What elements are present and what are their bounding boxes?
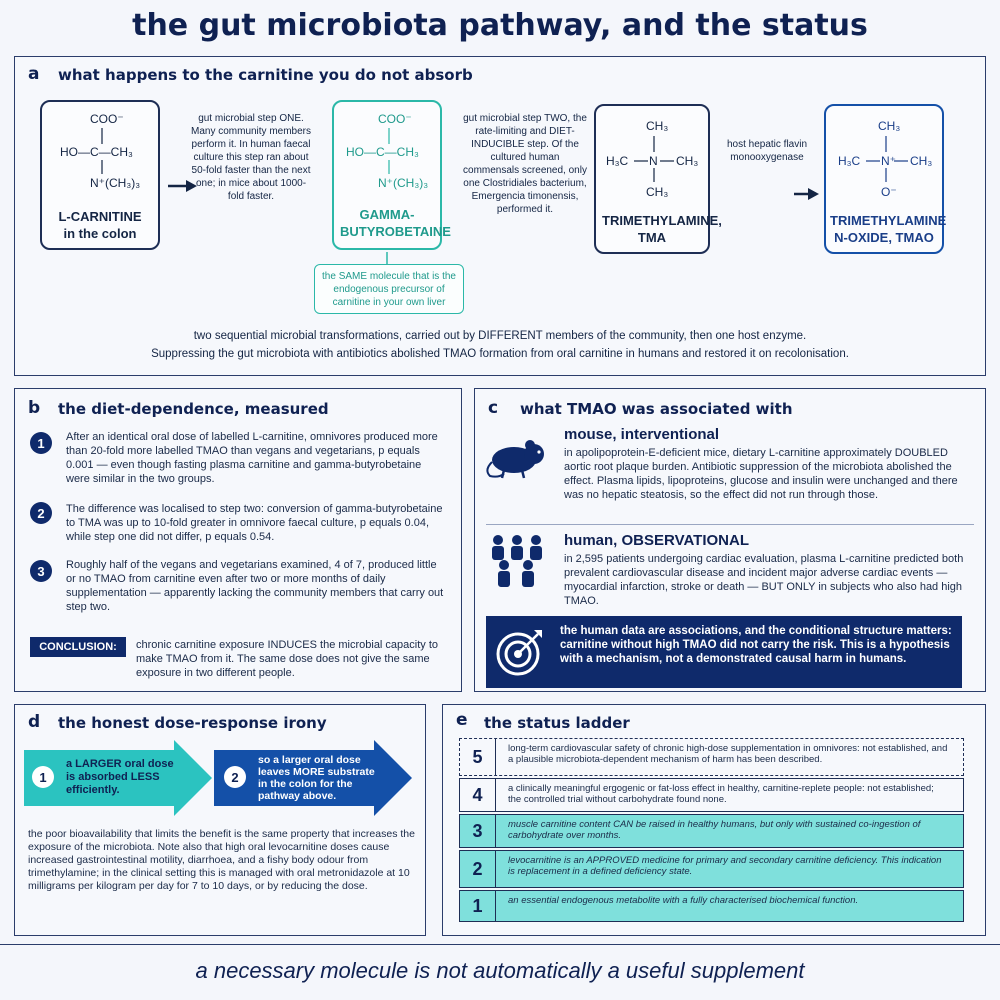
ladder-rung-5-text: long-term cardiovascular safety of chronic high-dose supplementation in omnivores: not established, and a plausible microbiota-dependent mechanism of harm has been described. [508, 743, 948, 765]
svg-text:CH₃: CH₃ [910, 154, 933, 168]
ladder-rung-2-text: levocarnitine is an APPROVED medicine for primary and secondary carnitine deficiency. This indication is replacement in a defined deficiency state. [508, 855, 942, 877]
mouse-icon [484, 434, 552, 480]
ladder-rung-2-number: 2 [460, 851, 496, 887]
human-title: human, OBSERVATIONAL [564, 532, 750, 549]
panel-b-item-3: Roughly half of the vegans and vegetarians examined, 4 of 7, produced little or no TMAO from carnitine even after two or more months of daily supplementation — apparently lacking the community members that carry out step two. [66, 559, 444, 613]
ladder-rung-1-text: an essential endogenous metabolite with a fully characterised biochemical function. [508, 895, 859, 906]
panel-c-divider [486, 524, 974, 525]
ladder-rung-4-number: 4 [460, 779, 496, 811]
svg-text:CH₃: CH₃ [878, 119, 901, 133]
ladder-rung-1-number: 1 [460, 891, 496, 921]
gbb-amine: N⁺(CH₃)₃ [378, 176, 429, 190]
panel-e-label: e [456, 710, 468, 730]
panel-d [14, 704, 426, 936]
panel-a-heading: what happens to the carnitine you do not absorb [58, 66, 473, 84]
arrow-1-number: 1 [32, 766, 54, 788]
conclusion-badge: CONCLUSION: [30, 637, 126, 657]
tmao-name: TRIMETHYLAMINE N-OXIDE, TMAO [830, 213, 947, 245]
target-icon [494, 626, 546, 678]
ladder-rung-5-number: 5 [460, 739, 496, 775]
panel-c-label: c [488, 398, 499, 418]
people-group-icon [484, 532, 550, 590]
panel-a-footer-2: Suppressing the gut microbiota with antibiotics abolished TMAO formation from oral carnitine in humans and restored it on recolonisation. [151, 348, 849, 360]
arrow-2-text: so a larger oral dose leaves MORE substrate in the colon for the pathway above. [258, 754, 375, 802]
l-carnitine-name: L-CARNITINE in the colon [58, 209, 142, 241]
human-text: in 2,595 patients undergoing cardiac evaluation, plasma L-carnitine predicted both prevalent cardiovascular disease and incident major adverse cardiac events — myocardial infarction, stroke or death — BUT ONLY in subjects who also had high TMAO. [564, 553, 964, 607]
mouse-title: mouse, interventional [564, 426, 720, 443]
svg-text:CH₃: CH₃ [646, 119, 669, 133]
panel-d-label: d [28, 712, 41, 732]
panel-b-num-1: 1 [30, 432, 52, 454]
tma-box [594, 104, 722, 254]
step3-note: host hepatic flavin monooxygenase [726, 139, 808, 163]
ladder-rung-3-text: muscle carnitine content CAN be raised in healthy humans, but only with sustained co-ingestion of carbohydrate over months. [508, 819, 921, 841]
arrow-step3 [794, 186, 820, 202]
mouse-text: in apolipoprotein-E-deficient mice, dietary L-carnitine approximately DOUBLED aortic root plaque burden. Antibiotic suppression of the microbiota abolished the effect. Plasma lipids, lipoproteins, glucose and insulin were unchanged and there was no hepatic steatosis, so the effect did not run through those. [564, 447, 958, 501]
panel-b-item-2: The difference was localised to step two: conversion of gamma-butyrobetaine to TMA was up to 10-fold greater in omnivore faecal culture, p equals 0.04, while step one did not differ, p equals 0.54. [66, 503, 443, 543]
svg-text:CH₃: CH₃ [676, 154, 699, 168]
panel-a-label: a [28, 64, 40, 84]
panel-b-num-3: 3 [30, 560, 52, 582]
l-carnitine-amine: N⁺(CH₃)₃ [90, 176, 141, 190]
arrow-2-number: 2 [224, 766, 246, 788]
svg-text:CH₃: CH₃ [646, 185, 669, 199]
l-carnitine-box [40, 100, 160, 250]
svg-text:H₃C: H₃C [838, 154, 861, 168]
footer-divider [0, 944, 1000, 945]
footer-tagline: a necessary molecule is not automatically a useful supplement [195, 958, 805, 983]
ladder-rung-1 [459, 890, 964, 922]
conclusion-text: chronic carnitine exposure INDUCES the microbial capacity to make TMAO from it. The same dose does not give the same exposure in two different people. [136, 639, 439, 679]
l-carnitine-carboxylate: COO⁻ [90, 112, 124, 126]
page-title: the gut microbiota pathway, and the status [132, 8, 868, 43]
gbb-name: GAMMA-BUTYROBETAINE [340, 207, 451, 239]
svg-text:H₃C: H₃C [606, 154, 629, 168]
ladder-rung-5 [459, 738, 964, 776]
step2-note: gut microbial step TWO, the rate-limiting and DIET-INDUCIBLE step. Of the cultured human commensals screened, only one Clostridiales bacterium, Emergencia timonensis, performed it. [463, 113, 587, 215]
ladder-rung-3-number: 3 [460, 815, 496, 847]
step1-note: gut microbial step ONE. Many community members perform it. In human faecal culture this step ran about 50-fold faster than the next one; in mice about 1000-fold faster. [190, 113, 312, 202]
ladder-rung-4-text: a clinically meaningful ergogenic or fat-loss effect in healthy, carnitine-replete people: not established; the controlled trial without carbohydrate found none. [508, 783, 934, 805]
ladder-rung-3 [459, 814, 964, 848]
panel-d-body: the poor bioavailability that limits the benefit is the same property that increases the exposure of the microbiota. Note also that high oral levocarnitine doses cause increased gastrointestinal motility, diarrhoea, and a fishy body odour from trimethylamine; in the clinical setting this is managed with oral metronidazole at 10 milligrams per kilogram per day for 7 to 10 days, or by reducing the dose. [28, 828, 415, 892]
panel-b-label: b [28, 398, 41, 418]
callout-text: the human data are associations, and the conditional structure matters: carnitine without high TMAO did not carry the risk. This is a hypothesis with a mechanism, not a demonstrated causal harm in humans. [560, 625, 952, 665]
gamma-butyrobetaine-box [332, 100, 451, 250]
tma-name: TRIMETHYLAMINE, TMA [602, 213, 722, 245]
panel-b-heading: the diet-dependence, measured [58, 400, 329, 418]
svg-text:N: N [649, 154, 658, 168]
same-molecule-text: the SAME molecule that is the endogenous precursor of carnitine in your own liver [322, 271, 456, 308]
ladder-rung-4 [459, 778, 964, 812]
panel-b-item-1: After an identical oral dose of labelled L-carnitine, omnivores produced more than 20-fold more labelled TMAO than vegans and vegetarians, p equals 0.001 — even though fasting plasma carnitine and gamma-butyrobetaine were similar in the two groups. [66, 431, 438, 485]
tmao-box [824, 104, 947, 254]
l-carnitine-center: HO—C—CH₃ [60, 145, 133, 159]
svg-text:N⁺: N⁺ [881, 154, 896, 168]
gbb-connector [384, 252, 390, 264]
svg-text:O⁻: O⁻ [881, 185, 897, 199]
gbb-carboxylate: COO⁻ [378, 112, 412, 126]
panel-e-heading: the status ladder [484, 714, 630, 732]
gbb-center: HO—C—CH₃ [346, 145, 419, 159]
panel-a-footer-1: two sequential microbial transformations, carried out by DIFFERENT members of the community, then one host enzyme. [193, 330, 807, 342]
panel-d-heading: the honest dose-response irony [58, 714, 327, 732]
arrow-1-text: a LARGER oral dose is absorbed LESS efficiently. [66, 758, 174, 796]
ladder-rung-2 [459, 850, 964, 888]
panel-c-heading: what TMAO was associated with [520, 400, 793, 418]
panel-b-num-2: 2 [30, 502, 52, 524]
